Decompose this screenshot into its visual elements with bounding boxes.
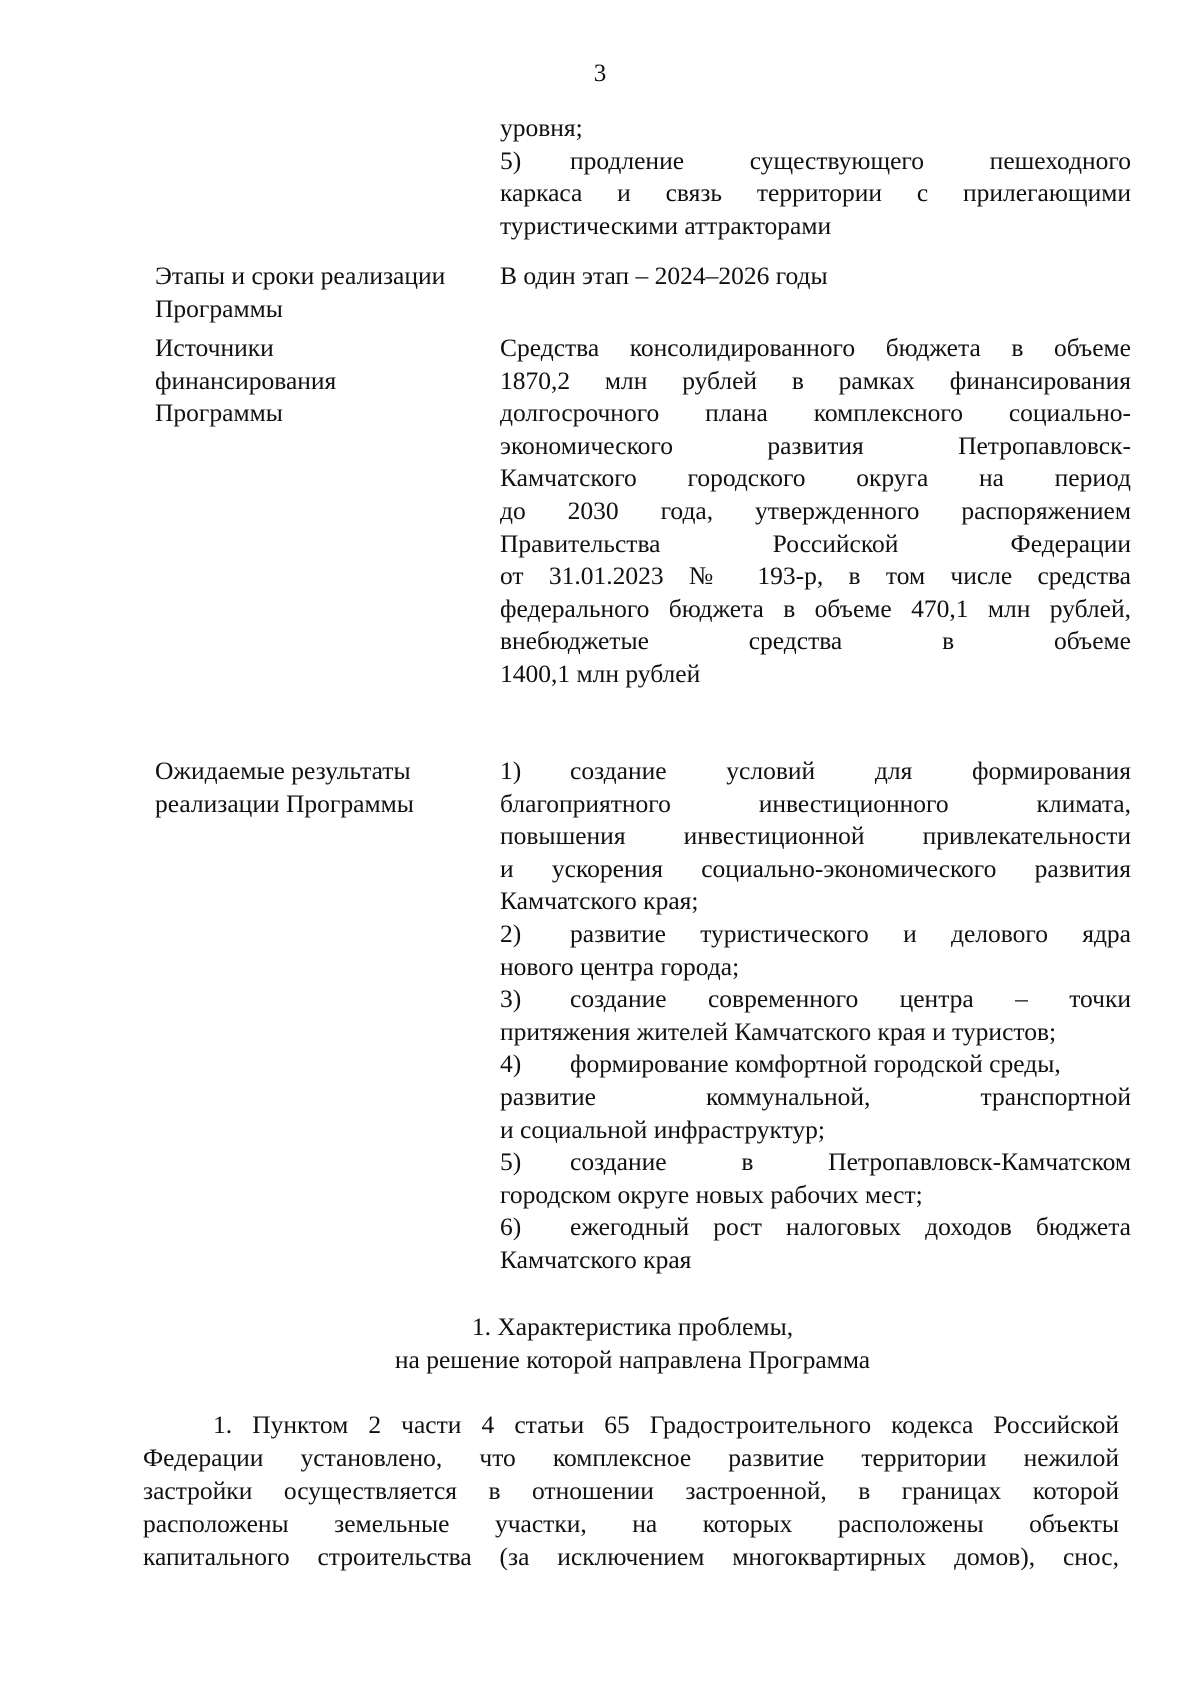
list-item	[500, 755, 1131, 788]
heading-line: 1. Характеристика проблемы,	[471, 1312, 794, 1341]
stages-value	[500, 260, 1131, 293]
label-line: финансирования	[155, 365, 337, 395]
text-line: Камчатского городского округа на период	[500, 463, 1131, 493]
page-number: 3	[593, 60, 607, 87]
text-line: притяжения жителей Камчатского края и туристов;	[500, 1016, 1057, 1046]
label-line: Ожидаемые результаты	[155, 756, 411, 785]
text-line: городском округе новых рабочих мест;	[500, 1179, 923, 1209]
heading-line: на решение которой направлена Программа	[394, 1345, 871, 1374]
list-item	[500, 1146, 1131, 1179]
label-line: Источники	[155, 333, 274, 362]
text-line: и ускорения социально-экономического развития	[500, 853, 1131, 883]
results-value	[500, 755, 1131, 1277]
text-line: Камчатского края;	[500, 886, 699, 916]
paragraph-line: Федерации установлено, что комплексное развитие территории нежилой	[143, 1443, 1119, 1472]
text-line: федерального бюджета в объеме 470,1 млн рублей,	[500, 593, 1131, 623]
label-line: Программы	[155, 398, 283, 428]
text-line: долгосрочного плана комплексного социально-	[500, 398, 1131, 428]
text-line: В один этап – 2024–2026 годы	[500, 261, 828, 290]
label-line: Этапы и сроки реализации	[155, 261, 446, 290]
text-line: до 2030 года, утвержденного распоряжением	[500, 495, 1131, 525]
text-line: внебюджетые средства в объеме	[500, 626, 1131, 656]
list-number: 3)	[500, 984, 522, 1014]
list-number: 2)	[500, 918, 522, 948]
text-line: уровня;	[500, 113, 583, 142]
text-line: создание современного центра – точки	[570, 984, 1131, 1014]
text-line: от 31.01.2023 № 193-р, в том числе средства	[500, 561, 1131, 591]
paragraph-line: застройки осуществляется в отношении застроенной, в границах которой	[143, 1476, 1119, 1505]
results-label	[155, 755, 485, 820]
list-item	[500, 918, 1131, 951]
list-item	[500, 1211, 1131, 1244]
text-line: формирование комфортной городской среды,	[570, 1049, 1061, 1079]
text-line: благоприятного инвестиционного климата,	[500, 788, 1131, 818]
text-line: создание условий для формирования	[570, 756, 1131, 785]
label-line: Программы	[155, 293, 283, 323]
list-item	[500, 1048, 1131, 1081]
text-line: нового центра города;	[500, 951, 740, 981]
funding-label	[155, 332, 485, 430]
text-line: развитие коммунальной, транспортной	[500, 1081, 1131, 1111]
text-line: продление существующего пешеходного	[570, 145, 1131, 175]
section-heading	[0, 1310, 1200, 1376]
list-number: 6)	[500, 1212, 522, 1242]
list-number: 4)	[500, 1049, 522, 1079]
continuation-cell	[500, 112, 1131, 242]
list-item	[500, 983, 1131, 1016]
text-line: ежегодный рост налоговых доходов бюджета	[570, 1212, 1131, 1242]
text-line: туристическими аттракторами	[500, 210, 832, 240]
text-line: развитие туристического и делового ядра	[570, 918, 1131, 948]
list-number: 5)	[500, 1147, 522, 1177]
text-line: и социальной инфраструктур;	[500, 1114, 825, 1144]
funding-value	[500, 332, 1131, 691]
text-line: 1870,2 млн рублей в рамках финансирования	[500, 365, 1131, 395]
stages-label	[155, 260, 485, 325]
text-line: 1400,1 млн рублей	[500, 658, 701, 688]
text-line: повышения инвестиционной привлекательности	[500, 821, 1131, 851]
section-paragraph	[143, 1408, 1119, 1573]
text-line: создание в Петропавловск-Камчатском	[570, 1147, 1131, 1177]
text-line: Правительства Российской Федерации	[500, 528, 1131, 558]
list-number: 1)	[500, 756, 522, 785]
paragraph-line: 1. Пунктом 2 части 4 статьи 65 Градостроительного кодекса Российской	[213, 1410, 1119, 1439]
paragraph-line: капитального строительства (за исключением многоквартирных домов), снос,	[143, 1542, 1119, 1571]
list-item	[500, 145, 1131, 178]
text-line: экономического развития Петропавловск-	[500, 430, 1131, 460]
label-line: реализации Программы	[155, 788, 414, 818]
text-line: каркаса и связь территории с прилегающими	[500, 178, 1131, 208]
text-line: Средства консолидированного бюджета в объеме	[500, 333, 1131, 362]
list-number: 5)	[500, 145, 522, 175]
text-line: Камчатского края	[500, 1244, 692, 1274]
paragraph-line: расположены земельные участки, на которых расположены объекты	[143, 1509, 1119, 1538]
